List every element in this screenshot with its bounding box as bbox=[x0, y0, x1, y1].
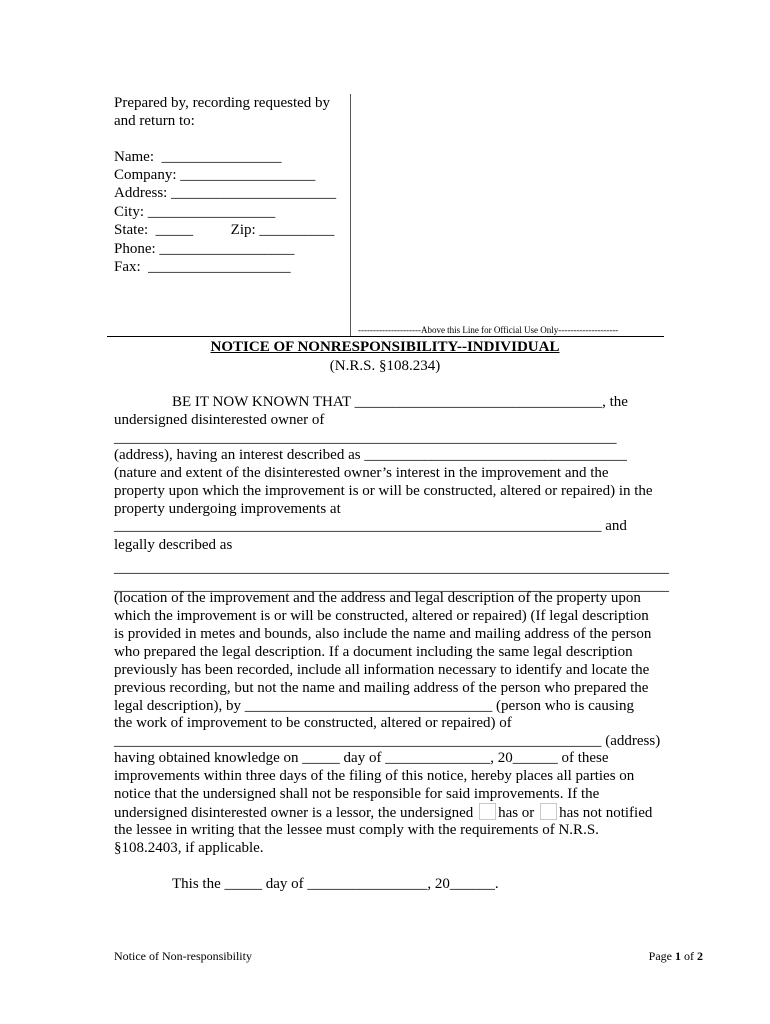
body-line-18: legal description), by _________________________________ (person who is causing bbox=[114, 698, 634, 714]
body-line-12: (location of the improvement and the address and legal description of the property upon bbox=[114, 590, 641, 606]
body-line-10: __________________________________________________________________________ bbox=[114, 560, 669, 576]
fax-field[interactable]: Fax: ___________________ bbox=[114, 259, 291, 275]
body-line-21: having obtained knowledge on _____ day of ______________, 20______ of these bbox=[114, 750, 609, 766]
document-title: NOTICE OF NONRESPONSIBILITY--INDIVIDUAL bbox=[210, 339, 560, 355]
body-line-6: property upon which the improvement is or will be constructed, altered or repaired) in the bbox=[114, 483, 653, 499]
has-not-notified-checkbox[interactable] bbox=[540, 803, 557, 820]
page-sep: of bbox=[681, 949, 697, 963]
page-prefix: Page bbox=[648, 949, 675, 963]
body-line-4: (address), having an interest described as ___________________________________ bbox=[114, 447, 627, 463]
body-line-23: notice that the undersigned shall not be responsible for said improvements. If the bbox=[114, 786, 600, 802]
body-line-17: previous recording, but not the name and mailing address of the person who prepared the bbox=[114, 680, 649, 696]
body-line-8: _________________________________________________________________ and bbox=[114, 518, 627, 534]
official-use-label: ---------------------Above this Line for Official Use Only-------------------- bbox=[358, 325, 619, 335]
address-field[interactable]: Address: ______________________ bbox=[114, 185, 337, 201]
body-line-19: the work of improvement to be constructed, altered or repaired) of bbox=[114, 715, 512, 731]
has-not-label: has not notified bbox=[559, 805, 653, 821]
page-total: 2 bbox=[697, 949, 703, 963]
footer-doc-name: Notice of Non-responsibility bbox=[114, 949, 252, 963]
company-field[interactable]: Company: __________________ bbox=[114, 167, 316, 183]
body-line-9: legally described as bbox=[114, 537, 233, 553]
body-line-22: improvements within three days of the filing of this notice, hereby places all parties on bbox=[114, 768, 635, 784]
body-line-20: _________________________________________________________________ (address) bbox=[114, 733, 661, 749]
body-line-16: previously has been recorded, include all information necessary to identify and locate the bbox=[114, 662, 650, 678]
body-line-14: is provided in metes and bounds, also include the name and mailing address of the person bbox=[114, 626, 652, 642]
name-field[interactable]: Name: ________________ bbox=[114, 149, 282, 165]
body-line-24 bbox=[114, 803, 652, 822]
footer-page-number bbox=[649, 949, 703, 964]
body-line-5: (nature and extent of the disinterested owner’s interest in the improvement and the bbox=[114, 465, 609, 481]
body-line-26: §108.2403, if applicable. bbox=[114, 840, 264, 856]
body-line-1: BE IT NOW KNOWN THAT _________________________________, the bbox=[172, 394, 628, 410]
lessor-text: undersigned disinterested owner is a lessor, the undersigned bbox=[114, 805, 474, 821]
date-line[interactable]: This the _____ day of ________________, 20______. bbox=[172, 876, 499, 892]
body-line-3: ___________________________________________________________________ bbox=[114, 430, 617, 446]
prepared-by-line: Prepared by, recording requested by bbox=[114, 95, 331, 111]
body-line-25: the lessee in writing that the lessee must comply with the requirements of N.R.S. bbox=[114, 822, 599, 838]
state-zip-field[interactable]: State: _____ Zip: __________ bbox=[114, 222, 335, 238]
body-line-13: which the improvement is or will be constructed, altered or repaired) (If legal description bbox=[114, 608, 649, 624]
body-line-11: __________________________________________________________________________ bbox=[114, 578, 669, 594]
prepared-by-line-2: and return to: bbox=[114, 113, 195, 129]
header-horizontal-rule bbox=[107, 336, 664, 337]
has-notified-checkbox[interactable] bbox=[479, 803, 496, 820]
header-vertical-divider bbox=[350, 94, 351, 336]
phone-field[interactable]: Phone: __________________ bbox=[114, 241, 295, 257]
city-field[interactable]: City: _________________ bbox=[114, 204, 276, 220]
body-line-15: who prepared the legal description. If a document including the same legal description bbox=[114, 644, 633, 660]
body-line-2: undersigned disinterested owner of bbox=[114, 412, 325, 428]
body-line-7: property undergoing improvements at bbox=[114, 501, 341, 517]
has-label: has or bbox=[498, 805, 535, 821]
document-subtitle: (N.R.S. §108.234) bbox=[329, 358, 441, 374]
page-current: 1 bbox=[675, 949, 681, 963]
